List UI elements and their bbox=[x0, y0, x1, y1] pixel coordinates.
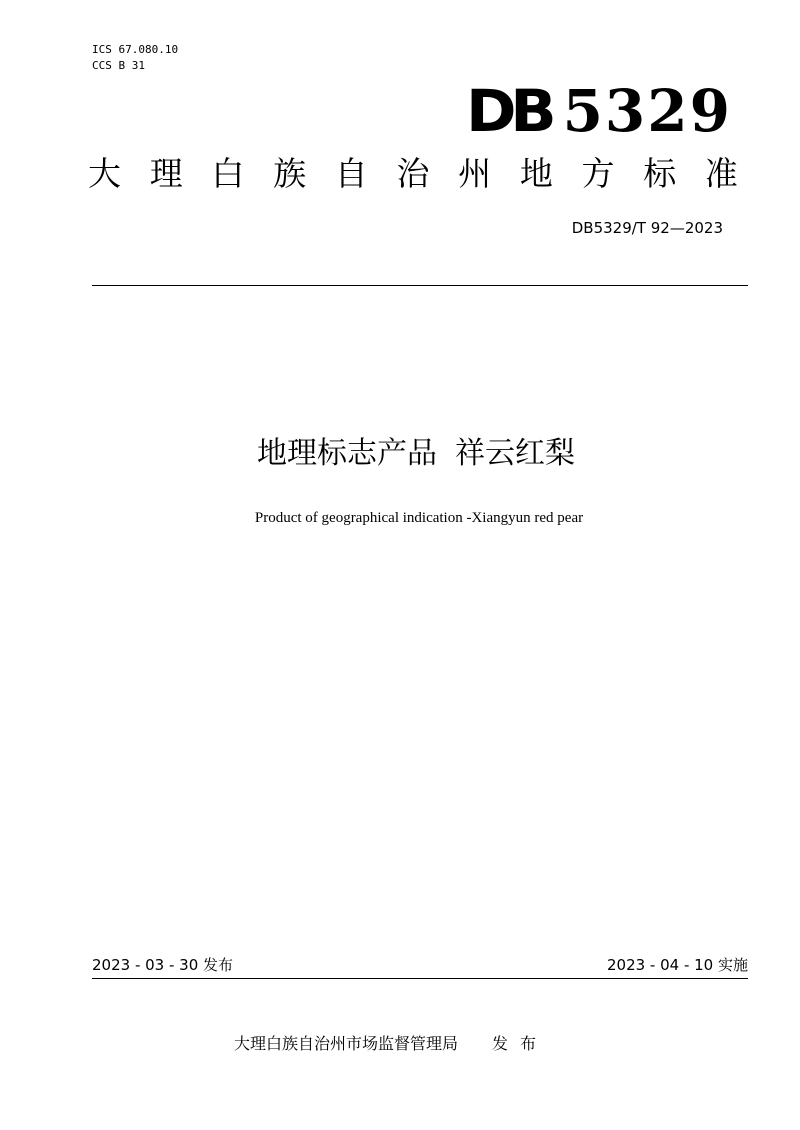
classification-codes bbox=[92, 42, 178, 74]
title-chinese-part1: 地理标志产品 bbox=[257, 436, 437, 471]
header-divider bbox=[92, 285, 748, 286]
standard-type-char: 大 bbox=[88, 154, 121, 193]
implement-date: 2023 - 04 - 10 实施 bbox=[606, 956, 748, 974]
standard-type-char: 治 bbox=[396, 154, 430, 193]
title-english: Product of geographical indication -Xiangyun red pear bbox=[254, 510, 584, 526]
ccs-code: CCS B 31 bbox=[92, 59, 145, 72]
standard-type-char: 自 bbox=[334, 154, 368, 193]
title-chinese bbox=[0, 432, 800, 476]
db-logo-number: 5329 bbox=[562, 77, 732, 145]
ics-code: ICS 67.080.10 bbox=[92, 43, 179, 56]
standard-type-char: 白 bbox=[211, 154, 245, 193]
publisher-action-2: 布 bbox=[520, 1034, 537, 1053]
standard-type-heading bbox=[88, 152, 738, 196]
footer-divider bbox=[92, 978, 748, 979]
publish-date: 2023 - 03 - 30 发布 bbox=[92, 956, 234, 974]
date-row bbox=[92, 955, 748, 975]
standard-type-char: 标 bbox=[643, 154, 677, 193]
standard-type-char: 州 bbox=[458, 154, 492, 193]
db-logo bbox=[466, 77, 732, 145]
title-chinese-part2: 祥云红梨 bbox=[455, 436, 575, 471]
publisher-action-1: 发 bbox=[492, 1034, 509, 1053]
publisher-name: 大理白族自治州市场监督管理局 bbox=[234, 1034, 459, 1053]
standard-type-char: 方 bbox=[581, 154, 615, 193]
db-logo-letters: DB bbox=[466, 77, 551, 145]
standard-type-char: 地 bbox=[519, 154, 553, 193]
standard-type-char: 准 bbox=[704, 154, 738, 193]
standard-type-char: 族 bbox=[273, 154, 307, 193]
standard-code: DB5329/T 92—2023 bbox=[571, 219, 723, 237]
publisher-line bbox=[234, 1033, 536, 1055]
standard-type-char: 理 bbox=[149, 154, 183, 193]
